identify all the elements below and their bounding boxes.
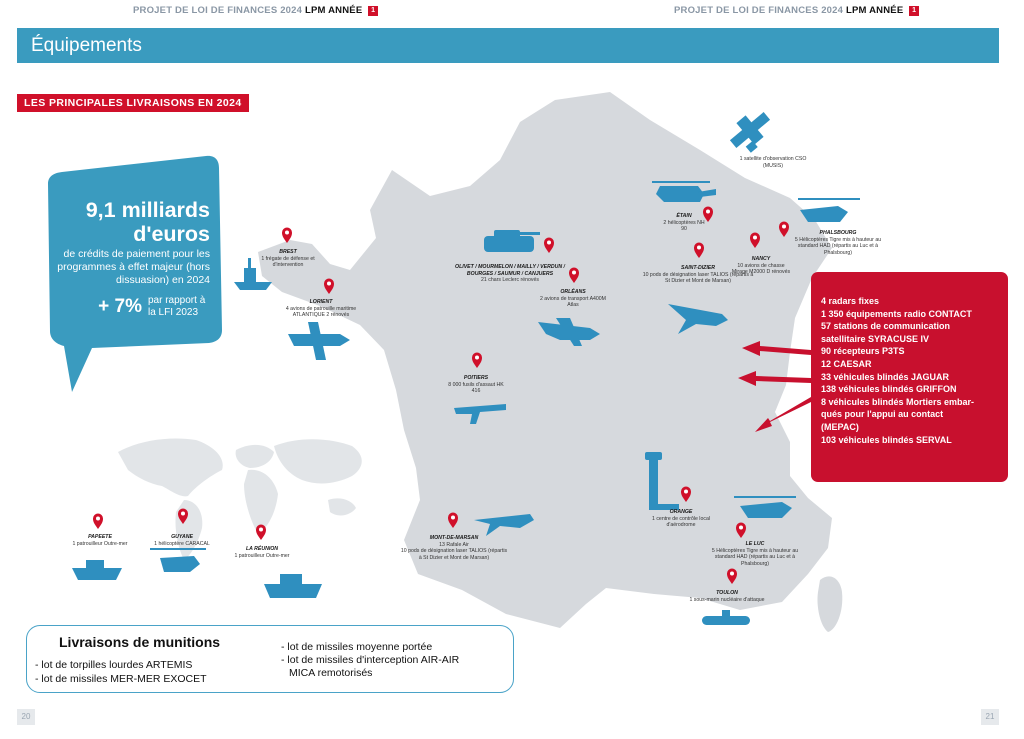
delivery-item: 8 véhicules blindés Mortiers embar- — [821, 396, 975, 407]
budget-growth-label: par rapport à la LFI 2023 — [148, 295, 206, 318]
caracal-helicopter-icon — [150, 548, 206, 572]
running-head-title: PROJET DE LOI DE FINANCES 2024 — [674, 5, 844, 16]
place-poitiers — [444, 375, 508, 395]
place-orleans — [538, 289, 608, 309]
place-desc: 1 hélicoptère CARACAL — [154, 540, 210, 547]
place-name: ORANGE — [669, 509, 693, 515]
place-desc: 21 chars Leclerc rénovés — [481, 277, 539, 283]
place-name: ÉTAIN — [676, 213, 692, 219]
budget-highlight — [44, 198, 210, 319]
deliveries-tag: LES PRINCIPALES LIVRAISONS EN 2024 — [17, 94, 249, 112]
delivery-item: satellitaire SYRACUSE IV — [821, 333, 930, 344]
delivery-item: 90 récepteurs P3TS — [821, 346, 905, 357]
delivery-item: 57 stations de communication — [821, 321, 951, 332]
place-orange — [645, 509, 717, 529]
munition-item: MICA remotorisés — [289, 667, 373, 679]
running-head-lpm: LPM ANNÉE — [845, 5, 904, 16]
running-head-lpm: LPM ANNÉE — [304, 5, 363, 16]
place-la-reunion — [226, 546, 298, 559]
delivery-item: 138 véhicules blindés GRIFFON — [821, 384, 957, 395]
chapter-badge: 1 — [368, 6, 378, 16]
place-chars — [454, 264, 566, 284]
place-name: BREST — [279, 249, 297, 255]
place-etain — [660, 213, 708, 233]
place-desc: 2 hélicoptères NH 90 — [663, 219, 705, 232]
place-name: PAPEETE — [88, 534, 112, 540]
running-head-title: PROJET DE LOI DE FINANCES 2024 — [133, 5, 303, 16]
place-name: SAINT-DIZIER — [680, 265, 715, 271]
place-name: NANCY — [751, 256, 771, 262]
munition-item: - lot de missiles d'interception AIR-AIR — [281, 654, 460, 666]
corsica — [817, 576, 842, 632]
place-name: GUYANE — [171, 534, 193, 540]
place-desc: 4 avions de patrouille maritime ATLANTIQUE 2 rénovés — [285, 305, 357, 318]
place-nancy — [730, 256, 792, 276]
place-desc: 1 sous-marin nucléaire d'attaque — [689, 596, 765, 603]
budget-growth: + 7% — [98, 296, 142, 317]
delivery-item: 1 350 équipements radio CONTACT — [821, 308, 972, 319]
patrol-plane-icon — [288, 322, 350, 360]
place-name: LE LUC — [745, 541, 765, 547]
place-le-luc — [706, 541, 804, 567]
place-name: OLIVET / MOURMELON / MAILLY / VERDUN / BOURGES / SAUMUR / CANJUERS — [455, 264, 565, 277]
delivery-item: qués pour l'appui au contact — [821, 409, 944, 420]
munition-item: - lot de missiles moyenne portée — [281, 641, 433, 653]
munitions-title: Livraisons de munitions — [59, 634, 221, 650]
place-name: POITIERS — [463, 375, 489, 381]
place-desc: 10 avions de chasse Mirage M2000 D rénovés — [731, 262, 791, 275]
place-desc: 1 centre de contrôle local d'aérodrome — [652, 515, 710, 528]
place-name: PHALSBOURG — [819, 230, 857, 236]
place-satellite — [738, 156, 808, 169]
place-desc: 8 000 fusils d'assaut HK 416 — [448, 381, 504, 394]
budget-description: de crédits de paiement pour les programmes à effet majeur (hors dissuasion) en 2024 — [57, 248, 210, 286]
budget-amount-line1: 9,1 milliards — [85, 198, 210, 222]
place-phalsbourg — [788, 230, 888, 256]
place-desc: 5 Hélicoptères Tigre mis à hauteur au standard HAD (répartis au Luc et à Phalsbourg) — [794, 236, 882, 256]
munitions-box — [26, 625, 514, 693]
section-title: Équipements — [17, 28, 999, 63]
place-name: LA RÉUNION — [245, 546, 279, 552]
deliveries-box — [811, 272, 1008, 482]
place-desc: 13 Rafale Air — [439, 541, 469, 548]
place-desc: 1 satellite d'observation CSO (MUSIS) — [739, 156, 807, 169]
place-papeete — [64, 534, 136, 547]
place-lorient — [278, 299, 364, 319]
place-desc: 1 frégate de défense et d'intervention — [261, 255, 315, 268]
budget-amount-line2: d'euros — [133, 222, 210, 246]
place-mont-de-marsan — [400, 535, 508, 561]
place-desc: 5 Hélicoptères Tigre mis à hauteur au standard HAD (répartis au Luc et à Phalsbourg) — [711, 547, 799, 567]
place-brest — [250, 249, 326, 269]
munition-item: - lot de missiles MER-MER EXOCET — [35, 673, 207, 685]
delivery-item: 4 radars fixes — [821, 296, 880, 306]
page-number-right: 21 — [981, 709, 999, 725]
helicopter-tigre-icon — [798, 198, 860, 222]
place-desc: 1 patrouilleur Outre-mer — [72, 540, 128, 547]
patrol-boat-icon — [264, 574, 322, 598]
delivery-item: 12 CAESAR — [821, 358, 872, 369]
submarine-icon — [702, 610, 750, 625]
place-desc-2: 10 pods de désignation laser TALIOS (répartis à St Dizier et Mont de Marsan) — [400, 548, 508, 561]
place-desc: 1 patrouilleur Outre-mer — [234, 552, 290, 559]
delivery-item: 103 véhicules blindés SERVAL — [821, 434, 952, 445]
place-name: TOULON — [716, 590, 738, 596]
place-toulon — [682, 590, 772, 603]
satellite-icon — [724, 105, 778, 158]
patrol-boat-icon — [72, 560, 122, 580]
munition-item: - lot de torpilles lourdes ARTEMIS — [35, 659, 193, 671]
place-desc: 10 pods de désignation laser TALIOS (répartis à St Dizier et Mont de Marsan) — [642, 271, 754, 284]
place-name: LORIENT — [309, 299, 333, 305]
delivery-item: 33 véhicules blindés JAGUAR — [821, 371, 950, 382]
chapter-badge: 1 — [909, 6, 919, 16]
page-number-left: 20 — [17, 709, 35, 725]
place-name: MONT-DE-MARSAN — [429, 535, 479, 541]
delivery-item: (MEPAC) — [821, 421, 859, 432]
place-desc: 2 avions de transport A400M Atlas — [539, 295, 607, 308]
place-guyane — [146, 534, 218, 547]
place-name: ORLÉANS — [560, 289, 586, 295]
